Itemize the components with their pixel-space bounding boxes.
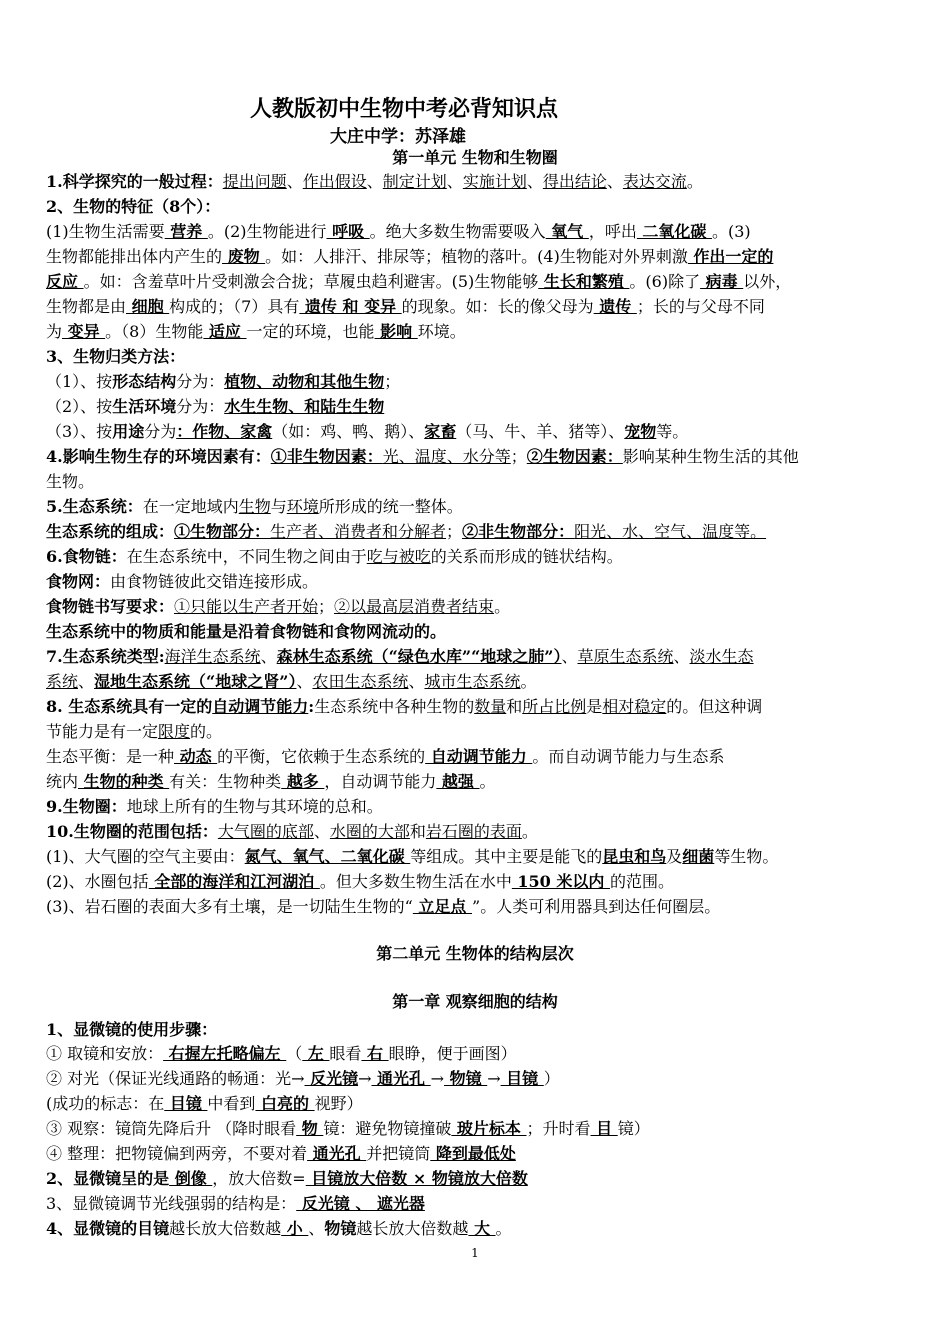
text-segment: ④ 整理：把物镜偏到两旁，不要对着 [46,1144,308,1163]
text-line [46,670,908,694]
text-segment: 。(3) [712,222,751,241]
text-segment: 反应 [46,272,84,291]
text-segment: 目镜 [137,1219,170,1238]
text-line [46,520,908,544]
text-segment: 越多 [281,772,325,791]
text-segment: 4、显微镜的 [46,1219,138,1238]
text-segment: 氧气 [545,222,589,241]
text-segment: 生物的种类 [78,772,170,791]
text-segment: 、 [296,672,313,691]
text-segment: 农田生态系统 [312,672,409,691]
text-line [46,445,908,469]
text-segment: 倒像 [169,1169,213,1188]
text-segment: ，自动调节能力 [324,772,437,791]
text-segment: 目镜 [500,1069,544,1088]
text-segment: 。（8）生物能 [105,322,204,341]
text-segment: 越强 [436,772,480,791]
text-segment: 作出一定的 [687,247,774,266]
text-segment: 呼吸 [326,222,370,241]
text-line [46,695,908,719]
text-line [46,420,908,444]
text-segment: 8. 生态系统具有一定的 [46,697,213,716]
text-segment: ①非生物因素： [270,447,383,466]
text-segment: 形态结构 [112,372,177,391]
author-line: 大庄中学：苏泽雄 [330,127,466,147]
text-segment: 与 [270,497,287,516]
text-line [46,1018,908,1042]
text-segment: 海洋生态系统 [164,647,261,666]
text-line [46,170,908,194]
text-segment: 城市生态系统 [424,672,521,691]
text-segment: 及 [666,847,683,866]
text-segment: 氮气、氧气、二氧化碳 [244,847,411,866]
text-segment: → [487,1069,501,1088]
text-segment: 。绝大多数生物需要吸入 [369,222,546,241]
text-segment: 大 [468,1219,496,1238]
text-segment: 生态平衡：是一种 [46,747,175,766]
text-segment: 1.科学探究的一般过程： [46,172,223,191]
text-line [46,720,908,744]
text-segment: 淡水生态 [689,647,754,666]
text-segment: ） [543,1069,560,1088]
text-segment: 分为： [176,372,225,391]
text-segment: 得出结论 [542,172,607,191]
text-segment: 环境。 [417,322,466,341]
text-segment: 动态 [174,747,218,766]
text-line [46,1192,908,1216]
text-segment: 一定的环境，也能 [246,322,375,341]
text-segment: 镜） [617,1119,650,1138]
text-segment: 自动调节能力 [425,747,533,766]
text-segment: 以外， [743,272,792,291]
text-segment: 反光镜 [304,1069,359,1088]
text-segment: 右握左托略偏左 [163,1044,287,1063]
text-segment: 。 [686,172,703,191]
text-segment: 生态系统的组成： [46,522,175,541]
text-segment: 湿地生态系统（“地球之肾”） [94,672,297,691]
text-segment: 分为 [144,422,177,441]
text-line [46,1067,908,1091]
text-segment: 在一定地域内 [142,497,239,516]
text-segment: ； [384,372,401,391]
text-segment: 生物都能排出体内产生的 [46,247,223,266]
text-segment: ； [318,597,335,616]
chapter-heading [0,990,950,1014]
text-segment: 所形成的统一整体。 [318,497,463,516]
text-line [46,1142,908,1166]
text-segment: 通光孔 [371,1069,431,1088]
text-segment: 有关：生物种类 [169,772,282,791]
text-segment: 提出问题 [222,172,287,191]
text-segment: ：作物、家禽 [176,422,273,441]
text-segment: 。 [521,822,538,841]
unit-heading [0,942,950,966]
text-line [46,870,908,894]
text-segment: 表达交流 [622,172,687,191]
text-segment: 节能力是有一定 [46,722,159,741]
text-segment: 水生生物、和陆生生物 [224,397,385,416]
text-segment: 统内 [46,772,79,791]
text-segment: 影响 [374,322,418,341]
text-segment: 生物 [238,497,271,516]
text-segment: （3）、按 [46,422,113,441]
text-segment: 。 [520,672,537,691]
text-segment: 眼睁，便于画图） [388,1044,517,1063]
text-segment: 在生态系统中，不同生物之间由于 [126,547,367,566]
text-segment: ；升时看 [526,1119,591,1138]
text-segment: 等组成。其中主要是能飞的 [410,847,603,866]
text-segment: 构成的；（7）具有 [169,297,300,316]
text-segment: 生物都是由 [46,297,127,316]
text-line [46,570,908,594]
text-segment: 目镜 [164,1094,208,1113]
text-segment: (2)、水圈包括 [46,872,149,891]
text-segment: 越长放大倍数越 [356,1219,469,1238]
text-segment: （ [286,1044,303,1063]
text-segment: （1）、按 [46,372,113,391]
text-line [46,1167,908,1191]
text-segment: 越长放大倍数越 [169,1219,282,1238]
text-line [46,645,908,669]
text-segment: 6.食物链： [46,547,127,566]
text-segment: 的。 [190,722,223,741]
text-segment: 限度 [158,722,191,741]
text-segment: 的范围。 [609,872,674,891]
text-line [46,1092,908,1116]
document-title: 人教版初中生物中考必背知识点 [250,96,559,122]
text-segment: ② 对光（保证光线通路的畅通：光→ [46,1069,305,1088]
text-segment: ； [510,447,527,466]
text-segment: 7.生态系统类型: [46,647,165,666]
text-segment: 自动调节能力 [212,697,309,716]
text-segment: 遗传 和 变异 [299,297,402,316]
text-segment: 森林生态系统（“绿色水库”“地球之肺”） [276,647,562,666]
text-segment: 生活环境 [112,397,177,416]
text-line [46,345,908,369]
text-line [46,1217,908,1241]
text-line [46,295,908,319]
text-segment: 。 [495,1219,512,1238]
text-line [46,195,908,219]
text-segment: 4.影响生物生存的环境因素有： [46,447,271,466]
text-segment: 所占比例 [522,697,587,716]
text-line [46,770,908,794]
text-segment: 、 [366,172,383,191]
text-segment: 是 [586,697,603,716]
text-segment: 宠物 [624,422,657,441]
text-segment: ① 取镜和安放： [46,1044,164,1063]
text-segment: 3、生物归类方法： [46,347,186,366]
text-segment: 光、温度、水分等 [382,447,511,466]
text-line [46,220,908,244]
text-segment: 和 [409,822,426,841]
text-line [46,745,908,769]
text-line [46,595,908,619]
text-segment: 。(2)生物能进行 [207,222,327,241]
text-segment: → [358,1069,372,1088]
text-segment: ”。人类可利用器具到达任何圈层。 [472,897,721,916]
text-segment: 的现象。如：长的像父母为 [401,297,594,316]
text-segment: 岩石圈的表面 [425,822,522,841]
text-segment: 遗传 [593,297,637,316]
text-segment: 地球上所有的生物与其环境的总和。 [126,797,383,816]
text-segment: 。如：人排汗、排尿等；植物的落叶。(4)生物能对外界刺激 [265,247,688,266]
text-segment: 10.生物圈的范围包括： [46,822,218,841]
text-segment: 等生物。 [714,847,779,866]
text-segment: 5.生态系统： [46,497,143,516]
text-segment: 食物链书写要求： [46,597,175,616]
text-segment: 小 [281,1219,309,1238]
text-segment: 。 [479,772,496,791]
text-line [46,495,908,519]
text-segment: （2）、按 [46,397,113,416]
text-segment: 、 [313,822,330,841]
text-segment: 、 [446,172,463,191]
text-segment: （如：鸡、鸭、鹅）、 [272,422,425,441]
text-segment: 相对稳定 [602,697,667,716]
text-line [46,1042,908,1066]
text-segment: 大气圈的底部 [217,822,314,841]
text-segment: 、 [308,1219,325,1238]
text-segment: 、 [408,672,425,691]
text-segment: 水圈的大部 [329,822,410,841]
text-segment: : [308,697,315,716]
text-segment: 第一单元 生物和生物圈 [392,148,558,167]
text-segment: (3)、岩石圈的表面大多有土壤，是一切陆生生物的“ [46,897,413,916]
text-segment: 实施计划 [462,172,527,191]
text-segment: 生态系统中的物质和能量是沿着食物链和食物网流动的。 [46,622,447,641]
text-segment: 草原生态系统 [577,647,674,666]
text-segment: 通光孔 [307,1144,367,1163]
text-segment: 影响某种生物生活的其他 [622,447,799,466]
text-segment: ，放大倍数= [212,1169,306,1188]
text-segment: 的平衡，它依赖于生态系统的 [217,747,426,766]
text-segment: 、 [78,672,95,691]
text-line [46,895,908,919]
text-segment: 、 [286,172,303,191]
section-heading [0,146,950,170]
text-segment: 物 [296,1119,324,1138]
text-segment: 为 [46,322,63,341]
text-segment: 由食物链彼此交错连接形成。 [110,572,319,591]
text-segment: 并把镜筒 [366,1144,431,1163]
text-segment: 目 [590,1119,618,1138]
text-segment: → [430,1069,445,1088]
text-segment: 家畜 [424,422,457,441]
text-segment: 阳光、水、空气、温度等。 [574,522,767,541]
text-segment: 白亮的 [255,1094,315,1113]
text-line [46,545,908,569]
text-segment: (成功的标志：在 [46,1094,165,1113]
text-segment: 吃与被吃 [366,547,431,566]
text-segment: ②生物因素： [526,447,623,466]
text-segment: 生长和繁殖 [538,272,630,291]
text-segment: 立足点 [412,897,473,916]
text-segment: 制定计划 [382,172,447,191]
text-segment: 。如：含羞草叶片受刺激会合拢；草履虫趋利避害。(5)生物能够 [83,272,539,291]
text-segment: 中看到 [207,1094,256,1113]
text-line [46,620,908,644]
text-segment: (1)、大气圈的空气主要由： [46,847,245,866]
text-segment: 适应 [203,322,247,341]
text-line [46,320,908,344]
text-segment: 和 [506,697,523,716]
text-segment: 系统 [46,672,79,691]
text-segment: 3、显微镜调节光线强弱的结构是： [46,1194,297,1213]
text-segment: 。(6)除了 [629,272,701,291]
text-segment: 生物。 [46,472,95,491]
text-segment: 废物 [222,247,266,266]
text-segment: 视野） [314,1094,363,1113]
text-segment: 目镜放大倍数 × 物镜放大倍数 [305,1169,528,1188]
text-segment: 、 [606,172,623,191]
text-segment: 昆虫和鸟 [602,847,667,866]
text-line [46,795,908,819]
text-segment: 物镜 [324,1219,357,1238]
text-segment: 反光镜 、 遮光器 [296,1194,425,1213]
text-segment: ①只能以生产者开始 [174,597,319,616]
text-line [46,395,908,419]
text-segment: 二氧化碳 [636,222,712,241]
text-line [46,270,908,294]
text-segment: (1)生物生活需要 [46,222,165,241]
text-segment: 。而自动调节能力与生态系 [532,747,725,766]
text-segment: 变异 [62,322,106,341]
text-segment: 、 [673,647,690,666]
text-segment: 物镜 [444,1069,488,1088]
text-segment: 病毒 [700,272,744,291]
page-number: 1 [471,1246,479,1260]
text-segment: 、 [260,647,277,666]
text-segment: 第二单元 生物体的结构层次 [376,944,574,963]
text-segment: 分为： [176,397,225,416]
text-segment: 生产者、消费者和分解者 [270,522,447,541]
text-segment: 左 [302,1044,330,1063]
text-segment: ②以最高层消费者结束 [334,597,495,616]
text-segment: （马、牛、羊、猪等）、 [456,422,625,441]
text-segment: 第一章 观察细胞的结构 [392,992,558,1011]
text-segment: 2、显微镜呈的是 [46,1169,170,1188]
text-segment: 玻片标本 [451,1119,527,1138]
text-line [46,1117,908,1141]
text-segment: 植物、动物和其他生物 [224,372,385,391]
text-segment: 150 米以内 [511,872,610,891]
text-segment: 、 [526,172,543,191]
text-segment: 的关系而形成的链状结构。 [430,547,623,566]
text-segment: 、 [561,647,578,666]
text-segment: 2、生物的特征（8个）： [46,197,221,216]
text-segment: ，呼出 [588,222,637,241]
text-segment: 。但大多数生物生活在水中 [319,872,512,891]
text-segment: 镜：避免物镜撞破 [323,1119,452,1138]
text-line [46,820,908,844]
text-line [46,845,908,869]
text-segment: ； [446,522,463,541]
text-segment: 用途 [112,422,145,441]
text-segment: 眼看 [329,1044,362,1063]
text-segment: 生态系统中各种生物的 [314,697,475,716]
text-segment: ②非生物部分： [462,522,575,541]
text-line [46,370,908,394]
text-segment: 9.生物圈： [46,797,127,816]
text-segment: 右 [361,1044,389,1063]
text-segment: 环境 [286,497,319,516]
text-segment: 全部的海洋和江河湖泊 [148,872,320,891]
text-segment: 1、显微镜的使用步骤： [46,1020,218,1039]
text-segment: 降到最低处 [430,1144,516,1163]
text-segment: 营养 [164,222,208,241]
text-segment: 。 [494,597,511,616]
text-line [46,245,908,269]
text-segment: 细菌 [682,847,715,866]
text-segment: ③ 观察：镜筒先降后升 （降时眼看 [46,1119,297,1138]
text-segment: 数量 [474,697,507,716]
text-segment: 细胞 [126,297,170,316]
text-segment: 食物网： [46,572,111,591]
text-line [46,470,908,494]
text-segment: 等。 [656,422,689,441]
text-segment: 的。但这种调 [666,697,763,716]
text-segment: ；长的与父母不同 [636,297,765,316]
text-segment: ①生物部分： [174,522,271,541]
text-segment: 作出假设 [302,172,367,191]
